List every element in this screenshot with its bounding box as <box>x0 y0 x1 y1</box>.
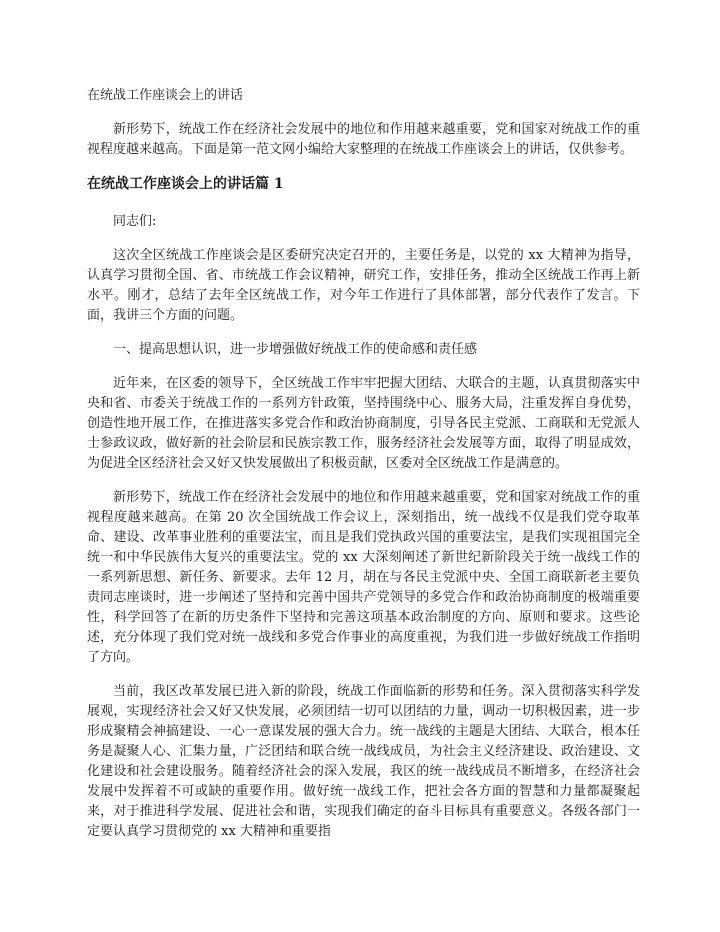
body-paragraph-1: 这次全区统战工作座谈会是区委研究决定召开的，主要任务是，以党的 xx 大精神为指导，认真学习贯彻全国、省、市统战工作会议精神，研究工作，安排任务，推动全区统战工作再上新水平。刚才，总结了去年全区统战工作，对今年工作进行了具体部署，部分代表作了发言。下面，我讲三个方面的问题。 <box>87 248 640 323</box>
intro-paragraph: 新形势下，统战工作在经济社会发展中的地位和作用越来越重要，党和国家对统战工作的重视程度越来越高。下面是第一范文网小编给大家整理的在统战工作座谈会上的讲话，仅供参考。 <box>87 122 640 157</box>
document-page <box>87 86 640 856</box>
body-paragraph-4: 当前，我区改革发展已进入新的阶段，统战工作面临新的形势和任务。深入贯彻落实科学发展观，实现经济社会又好又快发展，必须团结一切可以团结的力量，调动一切积极因素，进一步形成聚精会神搞建设、一心一意谋发展的强大合力。统一战线的主题是大团结、大联合，根本任务是凝聚人心、汇集力量，广泛团结和联合统一战线成员，为社会主义经济建设、政治建设、文化建设和社会建设服务。随着经济社会的深入发展，我区的统一战线成员不断增多，在经济社会发展中发挥着不可或缺的重要作用。做好统一战线工作，把社会各方面的智慧和力量都凝聚起来，对于推进科学发展、促进社会和谐，实现我们确定的奋斗目标具有重要意义。各级各部门一定要认真学习贯彻党的 xx 大精神和重要指 <box>87 684 640 839</box>
body-paragraph-3: 新形势下，统战工作在经济社会发展中的地位和作用越来越重要，党和国家对统战工作的重视程度越来越高。在第 20 次全国统战工作会议上，深刻指出，统一战线不仅是我们党夺取革命、建设、改革事业胜利的重要法宝，而且是我们党执政兴国的重要法宝，是我们实现祖国完全统一和中华民族伟大复兴的重要法宝。党的 xx 大深刻阐述了新世纪新阶段关于统一战线工作的一系列新思想、新任务、新要求。去年 12 月，胡在与各民主党派中央、全国工商联新老主要负责同志座谈时，进一步阐述了坚持和完善中国共产党领导的多党合作和政治协商制度的极端重要性，科学回答了在新的历史条件下坚持和完善这项基本政治制度的方向、原则和要求。这些论述，充分体现了我们党对统一战线和多党合作事业的高度重视，为我们进一步做好统战工作指明了方向。 <box>87 490 640 665</box>
salutation: 同志们: <box>113 214 157 229</box>
body-paragraph-2: 近年来，在区委的领导下，全区统战工作牢牢把握大团结、大联合的主题，认真贯彻落实中央和省、市委关于统战工作的一系列方针政策，坚持围绕中心、服务大局，注重发挥自身优势，创造性地开展工作，在推进落实多党合作和政治协商制度，引导各民主党派、工商联和无党派人士参政议政，做好新的社会阶层和民族宗教工作，服务经济社会发展等方面，取得了明显成效，为促进全区经济社会又好又快发展做出了积极贡献，区委对全区统战工作是满意的。 <box>87 376 640 471</box>
section-heading: 在统战工作座谈会上的讲话篇 1 <box>87 176 284 192</box>
subsection-heading: 一、提高思想认识，进一步增强做好统战工作的使命感和责任感 <box>113 342 478 357</box>
document-title: 在统战工作座谈会上的讲话 <box>87 88 244 103</box>
